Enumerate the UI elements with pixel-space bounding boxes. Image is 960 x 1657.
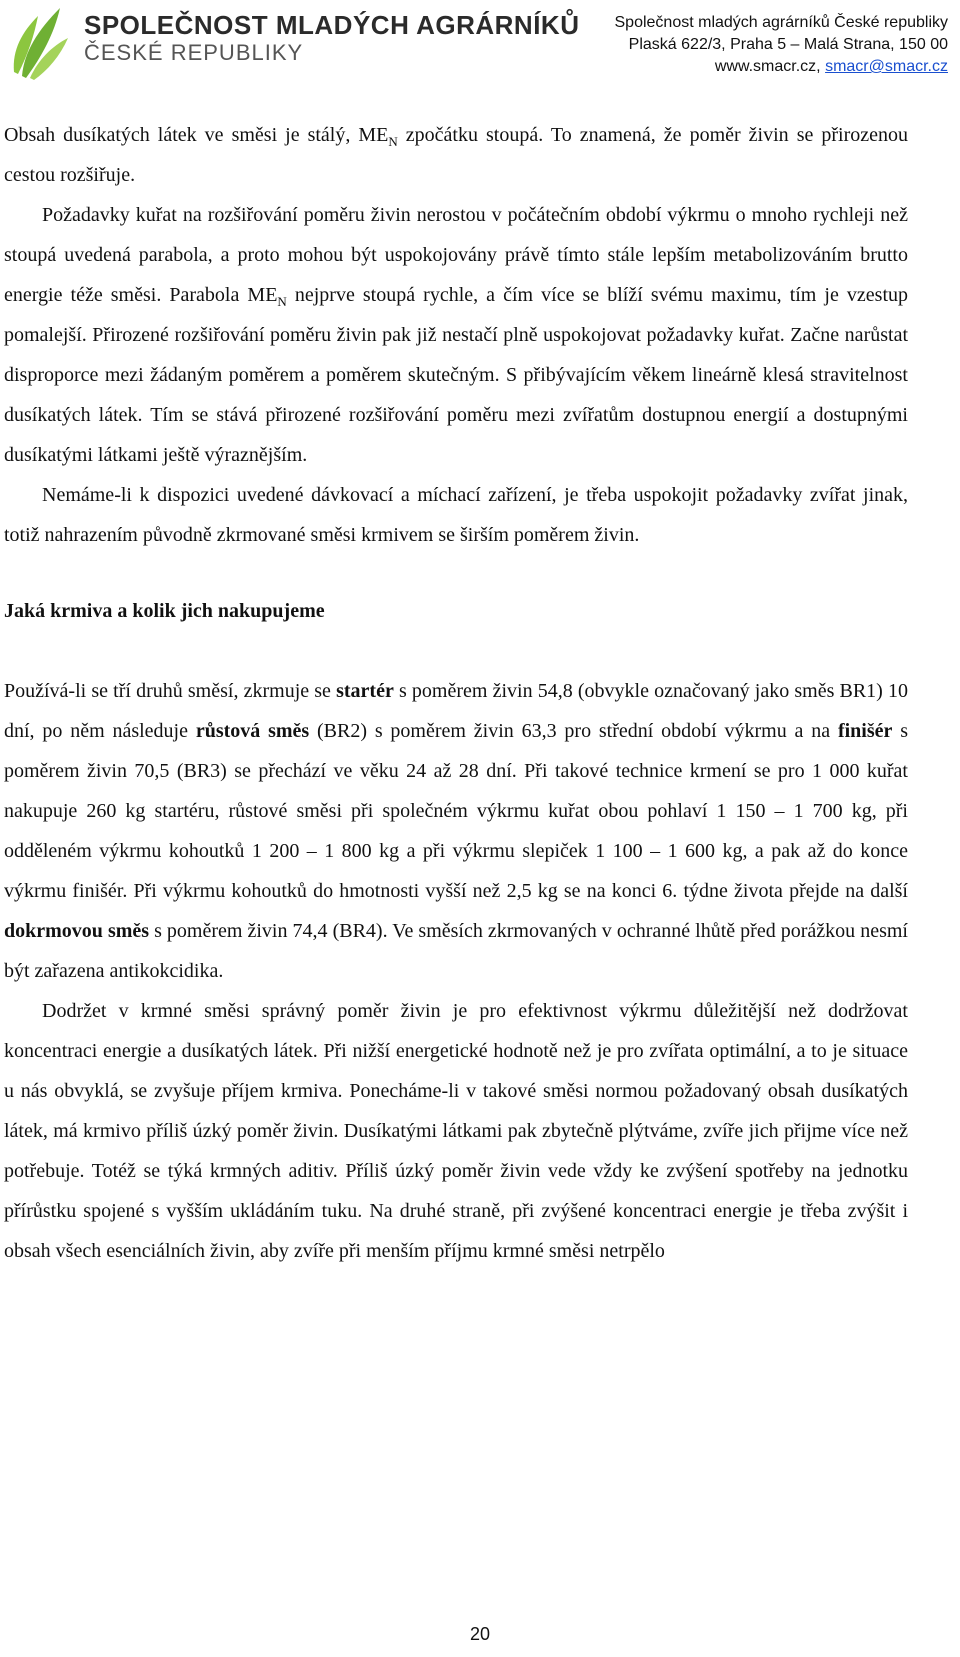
document-body: [4, 115, 908, 1271]
contact-links: [615, 56, 949, 78]
paragraph-3: Nemáme-li k dispozici uvedené dávkovací a míchací zařízení, je třeba uspokojit požadavky zvířat jinak, totiž nahrazením původně zkrmované směsi krmivem se širším poměrem živin.: [4, 484, 908, 546]
paragraph-2: Požadavky kuřat na rozšiřování poměru živin nerostou v počátečním období výkrmu o mnoho rychleji než stoupá uvedená parabola, a proto mohou být uspokojovány právě tímto stále lepším metabolizováním brutto energie téže směsi. Parabola $ME_N$ nejprve stoupá rychle, a čím více se blíží svému maximu, tím je vzestup pomalejší. Přirozené rozšiřování poměru živin pak již nestačí plně uspokojovat požadavky kuřat. Začne narůstat disproporce mezi žádaným poměrem a poměrem skutečným. S přibývajícím věkem lineárně klesá stravitelnost dusíkatých látek. Tím se stává přirozené rozšiřování poměru mezi zvířatům dostupnou energií a dostupnými dusíkatými látkami ještě výraznějším.: [4, 204, 908, 466]
spacer: [4, 555, 908, 591]
organization-name: [84, 10, 579, 66]
organization-name-line2: ČESKÉ REPUBLIKY: [84, 40, 304, 65]
page-header: [0, 0, 960, 90]
paragraph-4: Používá-li se tří druhů směsí, zkrmuje se startér s poměrem živin 54,8 (obvykle označovaný jako směs BR1) 10 dní, po něm následuje růstová směs (BR2) s poměrem živin 63,3 pro střední období výkrmu a na finišér s poměrem živin 70,5 (BR3) se přechází ve věku 24 až 28 dní. Při takové technice krmení se pro 1 000 kuřat nakupuje 260 kg startéru, růstové směsi při společném výkrmu kuřat obou pohlaví 1 150 – 1 700 kg, při odděleném výkrmu kohoutků 1 200 – 1 800 kg a při výkrmu slepiček 1 100 – 1 600 kg, a pak až do konce výkrmu finišér. Při výkrmu kohoutků do hmotnosti vyšší než 2,5 kg se na konci 6. týdne života přejde na další dokrmovou směs s poměrem živin 74,4 (BR4). Ve směsích zkrmovaných v ochranné lhůtě před porážkou nesmí být zařazena antikokcidika.: [4, 680, 908, 982]
paragraph-5: Dodržet v krmné směsi správný poměr živin je pro efektivnost výkrmu důležitější než dodržovat koncentraci energie a dusíkatých látek. Při nižší energetické hodnotě než je pro zvířata optimální, a to je situace u nás obvyklá, se zvyšuje příjem krmiva. Ponecháme-li v takové směsi normou požadovaný obsah dusíkatých látek, má krmivo příliš úzký poměr živin. Dusíkatými látkami pak zbytečně plýtváme, zvíře jich přijme více než potřebuje. Totéž se týká krmných aditiv. Příliš úzký poměr živin vede vždy ke zvýšení spotřeby na jednotku přírůstku spojené s vyšším ukládáním tuku. Na druhé straně, při zvýšené koncentraci energie je třeba zvýšit i obsah všech esenciálních živin, aby zvíře při menším příjmu krmné směsi netrpělo: [4, 1000, 908, 1262]
contact-block: [615, 12, 949, 78]
contact-address: Plaská 622/3, Praha 5 – Malá Strana, 150 00: [628, 36, 948, 53]
paragraph-1: Obsah dusíkatých látek ve směsi je stálý, $ME_N$ zpočátku stoupá. To znamená, že poměr živin se přirozenou cestou rozšiřuje.: [4, 124, 908, 186]
contact-name: Společnost mladých agrárníků České republiky: [614, 14, 948, 31]
section-heading: Jaká krmiva a kolik jich nakupujeme: [4, 600, 325, 622]
website-link[interactable]: www.smacr.cz,: [714, 58, 821, 75]
spacer: [4, 631, 908, 671]
leaf-logo-icon: [8, 2, 70, 80]
organization-name-line1: SPOLEČNOST MLADÝCH AGRÁRNÍKŮ: [84, 10, 580, 40]
page-number: 20: [469, 1624, 491, 1644]
email-link[interactable]: smacr@smacr.cz: [825, 58, 948, 75]
